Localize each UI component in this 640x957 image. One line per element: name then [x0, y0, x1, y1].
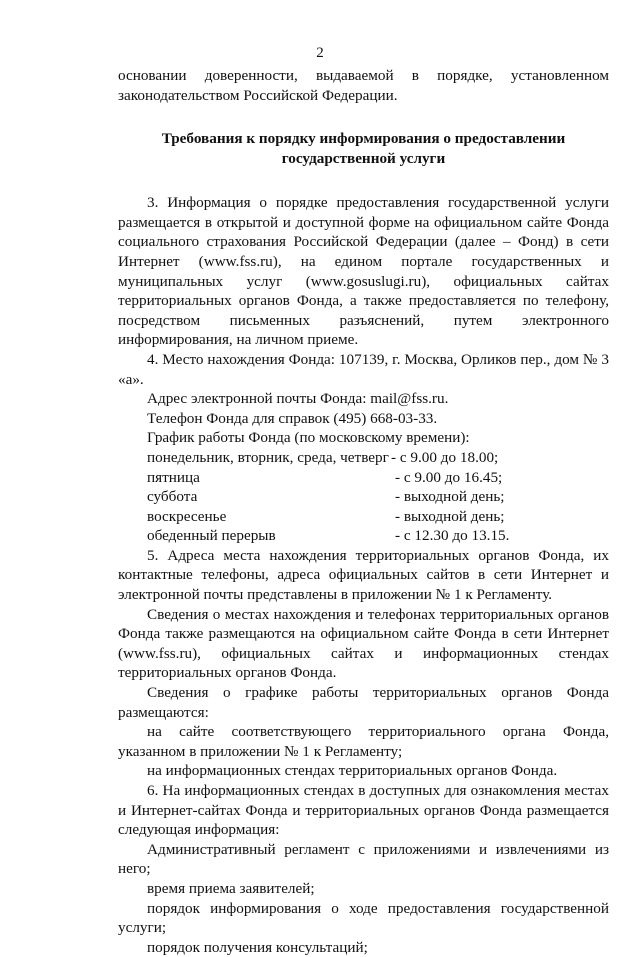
page-number: 2: [316, 45, 324, 61]
paragraph-4: 4. Место нахождения Фонда: 107139, г. Москва, Орликов пер., дом № 3 «а».: [118, 350, 609, 388]
schedule-time: - с 9.00 до 16.45;: [395, 468, 503, 486]
heading-line-1: Требования к порядку информирования о предоставлении: [161, 130, 566, 148]
schedule-time: - выходной день;: [395, 488, 505, 506]
paragraph-continuation: основании доверенности, выдаваемой в порядке, установленном законодательством Российской Федерации.: [118, 67, 609, 104]
section-heading: [118, 129, 609, 169]
paragraph-5-details: Сведения о местах нахождения и телефонах территориальных органов Фонда также размещаются на официальном сайте Фонда в сети Интернет (www.fss.ru), официальных сайтах и информационных стендах территориальных органов Фонда.: [118, 605, 609, 682]
fund-phone: Телефон Фонда для справок (495) 668-03-33.: [147, 409, 438, 427]
schedule-row: [147, 507, 609, 527]
schedule-row: [147, 468, 609, 488]
schedule-day: пятница: [147, 468, 200, 486]
schedule-time: - с 12.30 до 13.15.: [395, 527, 510, 545]
heading-line-2: государственной услуги: [281, 150, 446, 168]
paragraph-5-site: на сайте соответствующего территориального органа Фонда, указанном в приложении № 1 к Регламенту;: [118, 723, 609, 760]
schedule-row: [147, 448, 609, 468]
schedule-title: График работы Фонда (по московскому времени):: [147, 429, 470, 447]
schedule-time: - с 9.00 до 18.00;: [391, 448, 499, 466]
document-body: [118, 66, 609, 957]
schedule-time: - выходной день;: [395, 507, 505, 525]
schedule-day: воскресенье: [147, 507, 227, 525]
schedule-day: суббота: [147, 488, 198, 506]
paragraph-5-stands: на информационных стендах территориальных органов Фонда.: [147, 762, 558, 780]
schedule-row: [147, 526, 609, 546]
paragraph-6-regulation: Административный регламент с приложениями и извлечениями из него;: [118, 840, 609, 878]
schedule-day: понедельник, вторник, среда, четверг: [147, 448, 389, 466]
paragraph-6-consultations: порядок получения консультаций;: [147, 938, 368, 956]
paragraph-6-informing-order: порядок информирования о ходе предоставления государственной услуги;: [118, 899, 609, 937]
schedule-day: обеденный перерыв: [147, 527, 276, 545]
spacer: [118, 169, 609, 193]
schedule-row: [147, 487, 609, 507]
paragraph-6-reception-time: время приема заявителей;: [147, 879, 315, 897]
paragraph-5: 5. Адреса места нахождения территориальных органов Фонда, их контактные телефоны, адреса официальных сайтов в сети Интернет и электронной почты представлены в приложении № 1 к Регламенту.: [118, 546, 609, 604]
paragraph-5-schedule-info: Сведения о графике работы территориальных органов Фонда размещаются:: [118, 684, 609, 721]
work-schedule: [147, 448, 609, 546]
fund-email: Адрес электронной почты Фонда: mail@fss.ru.: [147, 390, 449, 408]
paragraph-3: 3. Информация о порядке предоставления государственной услуги размещается в открытой и доступной форме на официальном сайте Фонда социального страхования Российской Федерации (далее – Фонд) в сети Интернет (www.fss.ru), на едином портале государственных и муниципальных услуг (www.gosuslugi.ru), официальных сайтах территориальных органов Фонда, а также предоставляется по телефону, посредством письменных разъяснений, путем электронного информирования, на личном приеме.: [118, 194, 609, 349]
paragraph-6: 6. На информационных стендах в доступных для ознакомления местах и Интернет-сайтах Фонда и территориальных органов Фонда размещается следующая информация:: [118, 782, 609, 839]
